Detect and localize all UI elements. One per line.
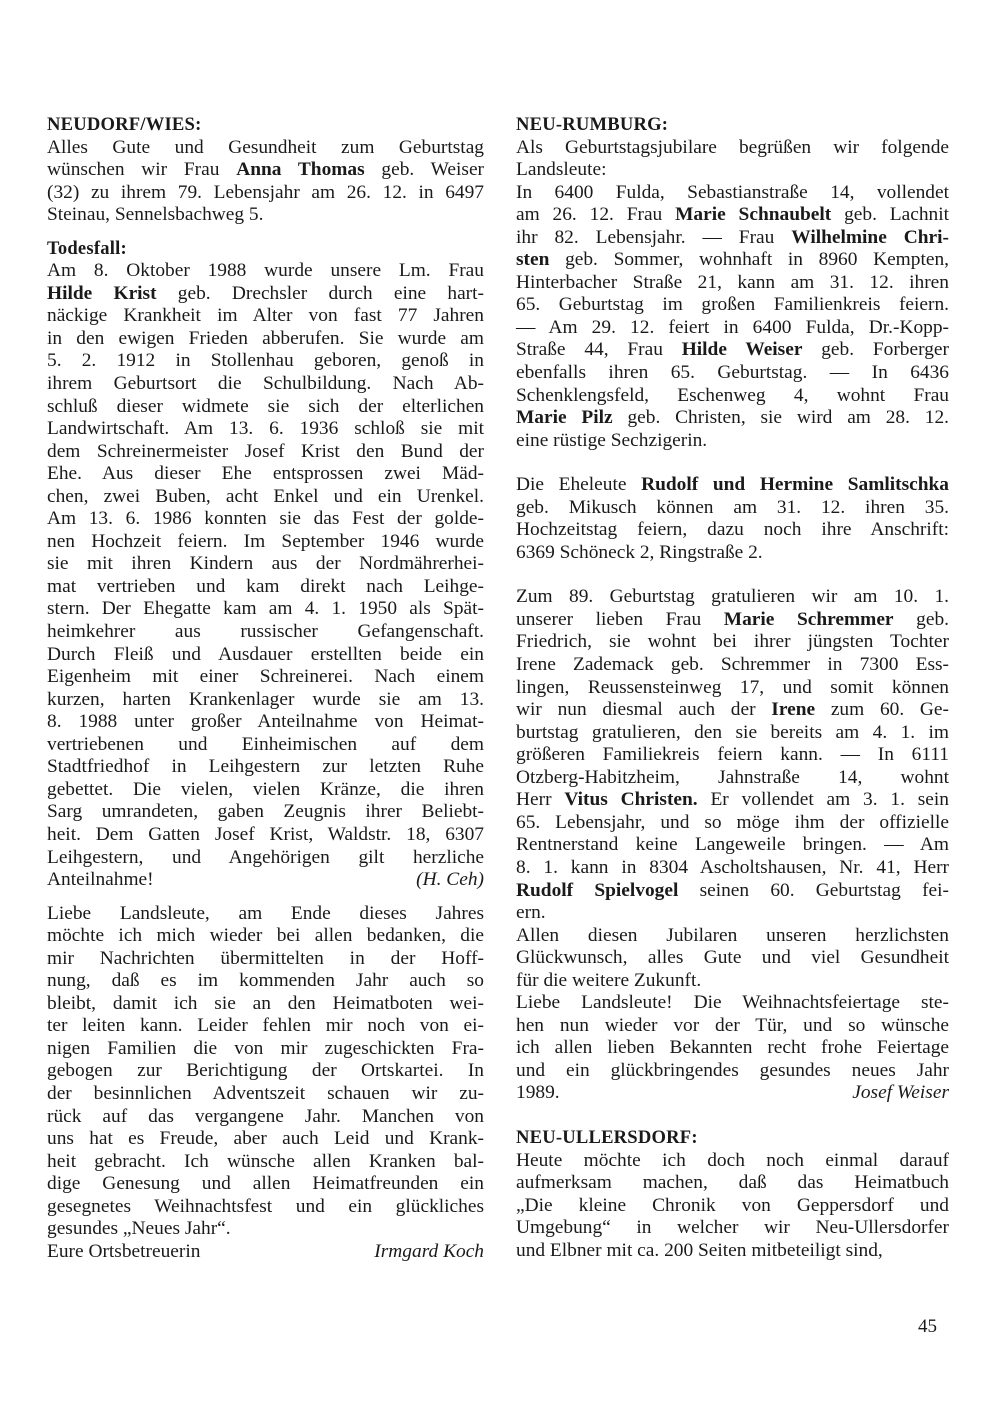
section-body [516, 1150, 949, 1263]
text-line: (32) zu ihrem 79. Lebensjahr am 26. 12. in 6497 [47, 181, 484, 203]
text-line: schluß dieser widmete sie sich der elterlichen [47, 395, 484, 417]
text-line: Herr Vitus Christen. Er vollendet am 3. 1. sein [516, 789, 949, 811]
text-line: Hinterbacher Straße 21, kann am 31. 12. ihren [516, 271, 949, 293]
text-line: wünschen wir Frau Anna Thomas geb. Weiser [47, 159, 485, 181]
section-heading: Todesfall: [47, 237, 127, 259]
text-line: unserer lieben Frau Marie Schremmer geb. [516, 608, 949, 630]
section-body [47, 260, 484, 869]
text-line: Irene Zademack geb. Schremmer in 7300 Ess- [516, 654, 949, 676]
section-body [516, 586, 949, 1082]
text-line: Zum 89. Geburtstag gratulieren wir am 10. 1. [516, 586, 949, 608]
text-line: bleibt, damit ich sie an den Heimatboten wei- [47, 992, 484, 1014]
text-line: ern. [516, 902, 546, 924]
person-name: Vitus Christen. [564, 789, 698, 811]
text-line: „Die kleine Chronik von Geppersdorf und [516, 1194, 949, 1216]
text-line: Als Geburtstagsjubilare begrüßen wir folgende [516, 136, 949, 158]
text-line: größeren Familiekreis feiern kann. — In 6111 [516, 744, 949, 766]
signature-line [516, 1082, 949, 1105]
text-line: Steinau, Sennelsbachweg 5. [47, 204, 264, 226]
text-line: mat vertrieben und kam direkt nach Leihge- [47, 575, 484, 597]
left-column [47, 114, 484, 1263]
person-name: Rudolf und Hermine Samlitschka [641, 474, 949, 496]
text-line: vertriebenen und Einheimischen auf dem [47, 733, 484, 755]
text-line: Heute möchte ich doch noch einmal darauf [516, 1149, 949, 1171]
person-name: Anna Thomas [236, 159, 365, 181]
text-line: Straße 44, Frau Hilde Weiser geb. Forberger [516, 339, 949, 361]
closing-text: Anteilnahme! [47, 869, 154, 891]
author-signature: Josef Weiser [852, 1082, 949, 1104]
text-line: gesegnetes Weihnachtsfest und ein glückliches [47, 1195, 484, 1217]
text-line: und Elbner mit ca. 200 Seiten mitbeteiligt sind, [516, 1239, 883, 1261]
text-line: 8. 1. kann in 8304 Ascholtshausen, Nr. 41, Herr [516, 856, 949, 878]
section-neu-ullersdorf [516, 1127, 949, 1262]
section-body [47, 903, 484, 1241]
text-line: 8. 1988 unter großer Anteilnahme von Heimat- [47, 711, 484, 733]
text-line: Leihgestern, und Angehörigen gilt herzliche [47, 846, 484, 868]
text-line: rück auf das vergangene Jahr. Manchen von [47, 1105, 484, 1127]
signature-line [47, 1241, 484, 1264]
text-line: möchte ich mich wieder bei allen bedanken, die [47, 925, 484, 947]
text-line: für die weitere Zukunft. [516, 969, 702, 991]
text-line: und ein glückbringendes gesundes neues Jahr [516, 1059, 949, 1081]
closing-text: Eure Ortsbetreuerin [47, 1240, 201, 1262]
text-line: Schenklengsfeld, Eschenweg 4, wohnt Frau [516, 384, 949, 406]
text-line: mir Nachrichten übermittelten in der Hoff- [47, 947, 484, 969]
text-line: 65. Geburtstag im großen Familienkreis feiern. [516, 294, 949, 316]
text-line: eine rüstige Sechzigerin. [516, 429, 708, 451]
text-line: näckige Krankheit im Alter von fast 77 Jahren [47, 305, 484, 327]
text-line: Stadtfriedhof in Leihgestern zur letzten Ruhe [47, 756, 484, 778]
text-line: ter leiten kann. Leider fehlen mir noch von ei- [47, 1015, 484, 1037]
section-greeting [47, 903, 484, 1264]
page-number: 45 [918, 1316, 937, 1337]
text-line: Rentnerstand keine Langeweile bringen. — Am [516, 834, 949, 856]
section-neudorf-wies [47, 114, 484, 227]
section-heading: NEU-ULLERSDORF: [516, 1126, 698, 1148]
text-line: heit. Dem Gatten Josef Krist, Waldstr. 18, 6307 [47, 823, 484, 845]
person-name: Marie Schremmer [723, 608, 894, 630]
section-body [516, 474, 949, 564]
text-line: stern. Der Ehegatte kam am 4. 1. 1950 als Spät- [47, 598, 484, 620]
text-line: Allen diesen Jubilaren unseren herzlichsten [516, 924, 949, 946]
text-line: Landsleute: [516, 159, 607, 181]
text-line: ich allen lieben Bekannten recht frohe Feiertage [516, 1037, 949, 1059]
person-name: Rudolf Spielvogel [516, 879, 679, 901]
text-line: hen nun wieder vor der Tür, und so wünsche [516, 1014, 949, 1036]
text-line: wir nun diesmal auch der Irene zum 60. Ge- [516, 699, 949, 721]
signature-line [47, 869, 484, 892]
text-line: dem Schreinermeister Josef Krist den Bund der [47, 440, 484, 462]
text-line: Eigenheim mit einer Schreinerei. Nach einem [47, 666, 484, 688]
text-line: chen, zwei Buben, acht Enkel und ein Urenkel. [47, 485, 484, 507]
person-name: Marie Pilz [516, 407, 613, 429]
text-line: sten geb. Sommer, wohnhaft in 8960 Kempten, [516, 249, 949, 271]
person-name: Hilde Weiser [681, 339, 803, 361]
text-line: nung, daß es im kommenden Jahr auch so [47, 970, 484, 992]
text-line: Die Eheleute Rudolf und Hermine Samlitschka [516, 474, 949, 496]
section-heading: NEUDORF/WIES: [47, 114, 202, 135]
text-line: Hilde Krist geb. Drechsler durch eine hart- [47, 282, 484, 304]
text-line: heit gebracht. Ich wünsche allen Kranken bal- [47, 1150, 484, 1172]
text-line: ebenfalls ihren 65. Geburtstag. — In 6436 [516, 362, 949, 384]
person-name: Wilhelmine Chri- [791, 226, 949, 248]
text-line: burtstag gratulieren, den sie bereits am 4. 1. im [516, 721, 949, 743]
text-line: Am 8. Oktober 1988 wurde unsere Lm. Frau [47, 260, 484, 282]
text-line: Friedrich, sie wohnt bei ihrer jüngsten Tochter [516, 631, 949, 653]
text-line: Marie Pilz geb. Christen, sie wird am 28. 12. [516, 407, 949, 429]
section-body [516, 137, 949, 453]
text-line: kurzen, harten Krankenlager wurde sie am 13. [47, 688, 484, 710]
text-line: gebogen zur Berichtigung der Ortskartei. In [47, 1060, 484, 1082]
closing-text: 1989. [516, 1082, 560, 1104]
text-line: Ehe. Aus dieser Ehe entsprossen zwei Mäd- [47, 463, 484, 485]
text-line: gesundes „Neues Jahr“. [47, 1218, 231, 1240]
text-line: Sarg umrandeten, gaben Zeugnis ihrer Beliebt- [47, 801, 484, 823]
person-name: Marie Schnaubelt [675, 204, 832, 226]
text-line: lingen, Reussensteinweg 17, und somit können [516, 676, 949, 698]
section-neu-rumburg [516, 114, 949, 452]
person-name: Irene [771, 699, 816, 721]
text-line: Umgebung“ in welcher wir Neu-Ullersdorfer [516, 1217, 949, 1239]
text-line: nen Hochzeit feiern. Im September 1946 wurde [47, 530, 484, 552]
text-line: dige Genesung und allen Heimatfreunden ein [47, 1173, 484, 1195]
person-name: Hilde Krist [47, 282, 157, 304]
text-line: 65. Lebensjahr, und so möge ihm der offizielle [516, 811, 949, 833]
text-line: geb. Mikusch können am 31. 12. ihren 35. [516, 496, 949, 518]
text-line: Am 13. 6. 1986 konnten sie das Fest der golde- [47, 508, 484, 530]
text-line: — Am 29. 12. feiert in 6400 Fulda, Dr.-Kopp- [516, 316, 949, 338]
section-todesfall [47, 238, 484, 892]
text-line: uns hat es Freude, aber auch Leid und Krank- [47, 1128, 484, 1150]
right-column [516, 114, 949, 1262]
text-line: ihr 82. Lebensjahr. — Frau Wilhelmine Chri- [516, 226, 949, 248]
text-line: nigen Familien die von mir zugeschickten Fra- [47, 1037, 484, 1059]
text-line: Rudolf Spielvogel seinen 60. Geburtstag fei- [516, 879, 949, 901]
section-schremmer [516, 586, 949, 1105]
text-line: 5. 2. 1912 in Stollenhau geboren, genoß in [47, 350, 484, 372]
text-line: der besinnlichen Adventszeit schauen wir zu- [47, 1082, 484, 1104]
text-line: in den ewigen Frieden abberufen. Sie wurde am [47, 327, 484, 349]
text-line: Liebe Landsleute! Die Weihnachtsfeiertage ste- [516, 992, 949, 1014]
author-signature: Irmgard Koch [374, 1240, 484, 1262]
text-line: In 6400 Fulda, Sebastianstraße 14, vollendet [516, 181, 949, 203]
text-line: Liebe Landsleute, am Ende dieses Jahres [47, 902, 484, 924]
text-line: Durch Fleiß und Ausdauer erstellten beide ein [47, 643, 484, 665]
author-signature: (H. Ceh) [416, 869, 484, 891]
text-line: aufmerksam machen, daß das Heimatbuch [516, 1172, 949, 1194]
section-body [47, 137, 484, 227]
text-line: Hochzeitstag feiern, dazu noch ihre Anschrift: [516, 519, 949, 541]
person-name: sten [516, 249, 550, 271]
text-line: Otzberg-Habitzheim, Jahnstraße 14, wohnt [516, 766, 949, 788]
text-line: gebettet. Die vielen, vielen Kränze, die ihren [47, 778, 484, 800]
text-line: am 26. 12. Frau Marie Schnaubelt geb. Lachnit [516, 204, 949, 226]
text-line: 6369 Schöneck 2, Ringstraße 2. [516, 541, 763, 563]
text-line: Glückwunsch, alles Gute und viel Gesundheit [516, 947, 949, 969]
section-heading: NEU-RUMBURG: [516, 114, 669, 135]
text-line: Alles Gute und Gesundheit zum Geburtstag [47, 136, 484, 158]
section-samlitschka [516, 474, 949, 564]
text-line: Landwirtschaft. Am 13. 6. 1936 schloß sie mit [47, 418, 484, 440]
text-line: sie mit ihren Kindern aus der Nordmährerhei- [47, 553, 484, 575]
text-line: ihrem Geburtsort die Schulbildung. Nach Ab- [47, 373, 484, 395]
text-line: heimkehrer aus russischer Gefangenschaft. [47, 621, 484, 643]
